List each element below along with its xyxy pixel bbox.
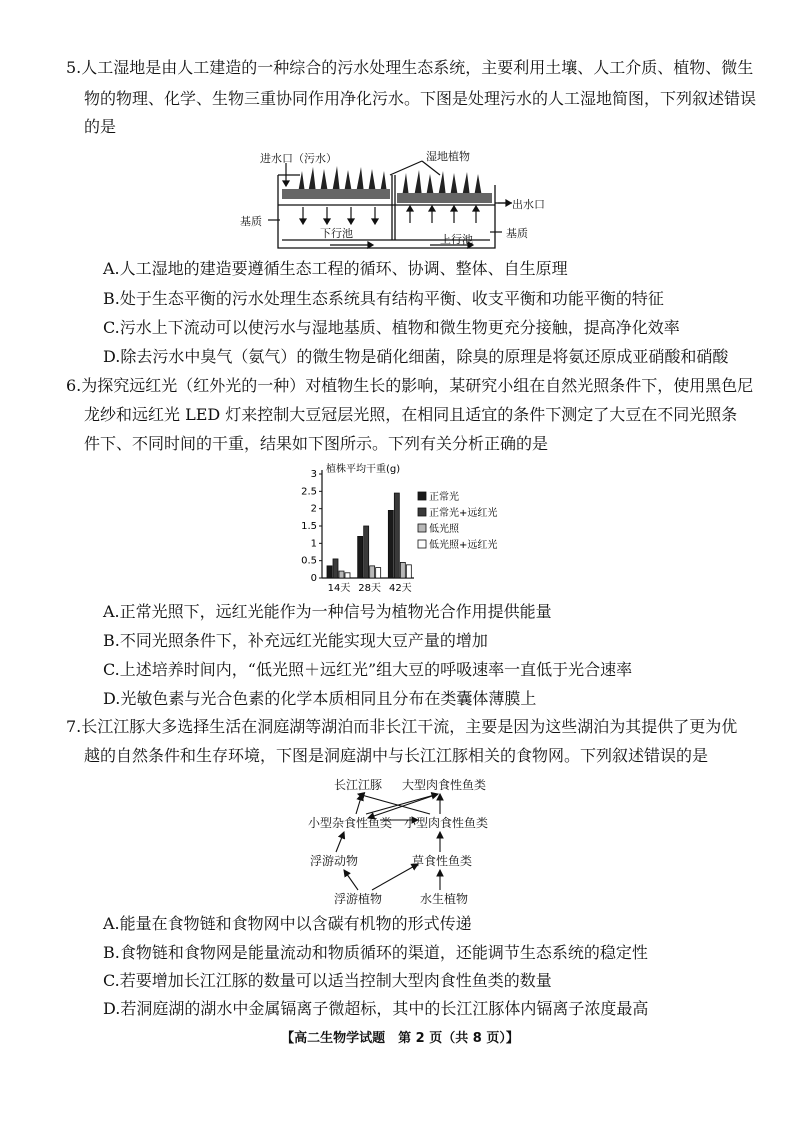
legend-swatch <box>418 524 426 532</box>
y-tick-label: 2 <box>310 503 317 515</box>
foodweb-small-carnivorous-fish: 小型肉食性鱼类 <box>404 816 489 830</box>
foodweb-porpoise: 长江江豚 <box>334 778 383 792</box>
y-tick-label: 1 <box>310 538 317 550</box>
q6-option-b: B.不同光照条件下，补充远红光能实现大豆产量的增加 <box>103 631 488 650</box>
legend-label: 低光照+远红光 <box>429 540 498 551</box>
bar <box>345 573 350 578</box>
outlet-label: 出水口 <box>512 198 545 211</box>
foodweb-aquatic-plants: 水生植物 <box>420 892 469 906</box>
q7-stem-line1: 7.长江江豚大多选择生活在洞庭湖等湖泊而非长江干流，主要是因为这些湖泊为其提供了更为优 <box>66 717 738 736</box>
y-tick-label: 1.5 <box>301 521 317 532</box>
q7-option-b: B.食物链和食物网是能量流动和物质循环的渠道，还能调节生态系统的稳定性 <box>103 943 648 962</box>
foodweb-herbivorous-fish: 草食性鱼类 <box>412 854 473 868</box>
q5-stem-line2: 物的物理、化学、生物三重协同作用净化污水。下图是处理污水的人工湿地简图，下列叙述错误 <box>84 89 757 108</box>
up-pool-label: 上行池 <box>440 233 473 246</box>
q5-stem-line3: 的是 <box>84 117 117 136</box>
bar <box>333 559 338 578</box>
x-tick-label: 28天 <box>358 583 382 594</box>
q6-option-a: A.正常光照下，远红光能作为一种信号为植物光合作用提供能量 <box>103 602 552 621</box>
q6-option-c: C.上述培养时间内，“低光照＋远红光”组大豆的呼吸速率一直低于光合速率 <box>103 660 633 679</box>
down-pool-label: 下行池 <box>320 227 353 240</box>
foodweb-phytoplankton: 浮游植物 <box>334 892 383 906</box>
dry-weight-chart <box>300 462 515 602</box>
x-tick-label: 14天 <box>327 583 351 594</box>
q7-stem-line2: 越的自然条件和生存环境，下图是洞庭湖中与长江江豚相关的食物网。下列叙述错误的是 <box>84 746 709 765</box>
bar <box>358 536 363 578</box>
q5-option-a: A.人工湿地的建造要遵循生态工程的循环、协调、整体、自生原理 <box>103 259 568 278</box>
bar <box>339 571 344 578</box>
y-axis-label: 植株平均干重(g) <box>326 464 401 475</box>
page-footer: 【高二生物学试题 第 2 页（共 8 页）】 <box>281 1031 519 1046</box>
legend-label: 正常光+远红光 <box>429 508 498 519</box>
q7-option-c: C.若要增加长江江豚的数量可以适当控制大型肉食性鱼类的数量 <box>103 971 552 990</box>
bar <box>400 562 405 578</box>
foodweb-zooplankton: 浮游动物 <box>310 854 359 868</box>
q6-option-d: D.光敏色素与光合色素的化学本质相同且分布在类囊体薄膜上 <box>103 689 537 708</box>
legend-label: 低光照 <box>429 524 459 535</box>
q6-stem-line3: 件下、不同时间的干重，结果如下图所示。下列有关分析正确的是 <box>84 434 549 453</box>
legend-swatch <box>418 492 426 500</box>
bar <box>394 493 399 578</box>
q5-option-b: B.处于生态平衡的污水处理生态系统具有结构平衡、收支平衡和功能平衡的特征 <box>103 289 664 308</box>
food-web-figure <box>300 772 520 912</box>
q7-option-d: D.若洞庭湖的湖水中金属镉离子微超标，其中的长江江豚体内镉离子浓度最高 <box>103 999 649 1018</box>
q5-stem-line1: 5.人工湿地是由人工建造的一种综合的污水处理生态系统，主要利用土壤、人工介质、植物、微生 <box>66 58 754 77</box>
q7-option-a: A.能量在食物链和食物网中以含碳有机物的形式传递 <box>103 914 472 933</box>
substrate-right-label: 基质 <box>506 227 528 240</box>
y-tick-label: 3 <box>310 469 317 480</box>
wetland-figure <box>240 145 560 260</box>
bar <box>364 526 369 578</box>
foodweb-big-carnivorous-fish: 大型肉食性鱼类 <box>402 778 487 792</box>
inlet-label: 进水口（污水） <box>260 152 337 165</box>
bar <box>406 565 411 578</box>
bar <box>388 510 393 578</box>
q5-option-d: D.除去污水中臭气（氨气）的微生物是硝化细菌，除臭的原理是将氨还原成亚硝酸和硝酸 <box>103 347 729 366</box>
foodweb-small-omnivorous-fish: 小型杂食性鱼类 <box>308 816 393 830</box>
y-tick-label: 0 <box>310 573 317 584</box>
y-tick-label: 2.5 <box>301 486 317 498</box>
q6-stem-line1: 6.为探究远红光（红外光的一种）对植物生长的影响，某研究小组在自然光照条件下，使用黑色尼 <box>66 376 754 395</box>
plants-label: 湿地植物 <box>426 150 470 163</box>
legend-label: 正常光 <box>429 492 459 503</box>
q5-option-c: C.污水上下流动可以使污水与湿地基质、植物和微生物更充分接触，提高净化效率 <box>103 318 680 337</box>
legend-swatch <box>418 508 426 516</box>
y-tick-label: 0.5 <box>301 555 317 567</box>
x-tick-label: 42天 <box>388 583 412 594</box>
bar <box>327 566 332 578</box>
legend-swatch <box>418 540 426 548</box>
bar <box>376 568 381 578</box>
bar <box>370 566 375 578</box>
q6-stem-line2: 龙纱和远红光 LED 灯来控制大豆冠层光照，在相同且适宜的条件下测定了大豆在不同光照条 <box>84 405 738 424</box>
substrate-left-label: 基质 <box>240 215 262 228</box>
